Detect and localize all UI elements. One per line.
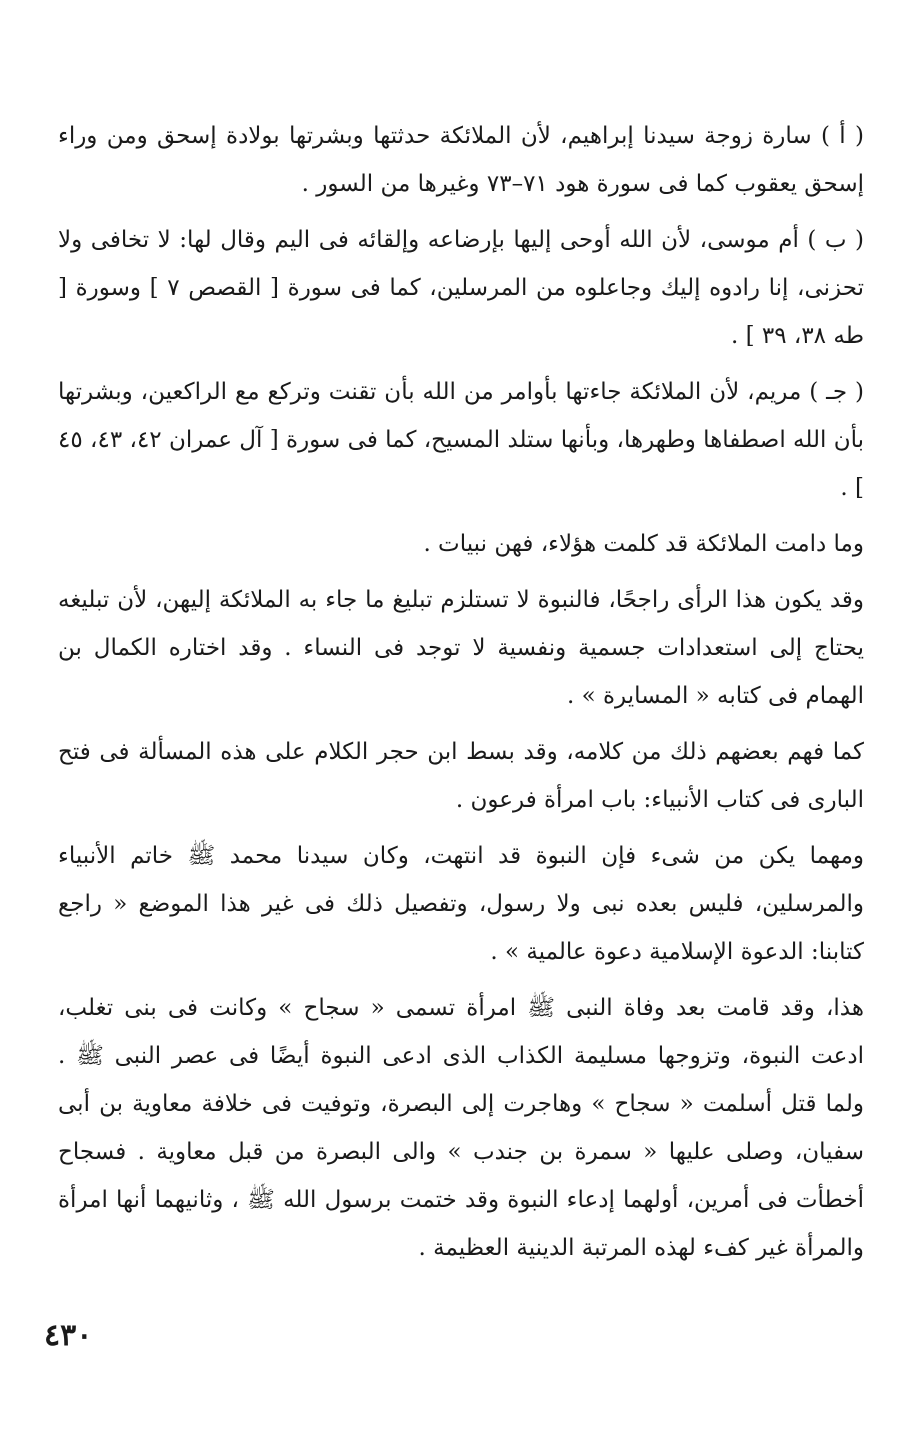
paragraph-opinion: وقد يكون هذا الرأى راجحًا، فالنبوة لا تستلزم تبليغ ما جاء به الملائكة إليهن، لأن تبليغه يحتاج إلى استعدادات جسمية ونفسية لا توجد فى النساء . وقد اختاره الكمال بن الهمام فى كتابه « المسايرة » .: [58, 587, 864, 709]
page-number: ٤٣٠: [44, 1318, 93, 1353]
paragraph-mother-of-moses: ( ب ) أم موسى، لأن الله أوحى إليها بإرضاعه وإلقائه فى اليم وقال لها: لا تخافى ولا تحزنى، إنا رادوه إليك وجاعلوه من المرسلين، كما فى سورة [ القصص ٧ ] وسورة [ طه ٣٨، ٣٩ ] .: [58, 227, 864, 349]
paragraph-ibn-hajar: كما فهم بعضهم ذلك من كلامه، وقد بسط ابن حجر الكلام على هذه المسألة فى فتح البارى فى كتاب الأنبياء: باب امرأة فرعون .: [58, 739, 864, 813]
paragraph-conclusion: وما دامت الملائكة قد كلمت هؤلاء، فهن نبيات .: [423, 531, 864, 557]
paragraph-prophethood-ended: ومهما يكن من شىء فإن النبوة قد انتهت، وكان سيدنا محمد ﷺ خاتم الأنبياء والمرسلين، فليس بعده نبى ولا رسول، وتفصيل ذلك فى غير هذا الموضع « راجع كتابنا: الدعوة الإسلامية دعوة عالمية » .: [58, 843, 864, 965]
paragraph-maryam: ( جـ ) مريم، لأن الملائكة جاءتها بأوامر من الله بأن تقنت وتركع مع الراكعين، وبشرتها بأن الله اصطفاها وطهرها، وبأنها ستلد المسيح، كما فى سورة [ آل عمران ٤٢، ٤٣، ٤٥ ] .: [58, 379, 864, 501]
body-text: [58, 112, 864, 1280]
paragraph-sajah: هذا، وقد قامت بعد وفاة النبى ﷺ امرأة تسمى « سجاح » وكانت فى بنى تغلب، ادعت النبوة، وتزوجها مسليمة الكذاب الذى ادعى النبوة أيضًا فى عصر النبى ﷺ . ولما قتل أسلمت « سجاح » وهاجرت إلى البصرة، وتوفيت فى خلافة معاوية بن أبى سفيان، وصلى عليها « سمرة بن جندب » والى البصرة من قبل معاوية . فسجاح أخطأت فى أمرين، أولهما إدعاء النبوة وقد ختمت برسول الله ﷺ ، وثانيهما أنها امرأة والمرأة غير كفء لهذه المرتبة الدينية العظيمة .: [58, 995, 864, 1261]
paragraph-sarah: ( أ ) سارة زوجة سيدنا إبراهيم، لأن الملائكة حدثتها وبشرتها بولادة إسحق ومن وراء إسحق يعقوب كما فى سورة هود ٧١–٧٣ وغيرها من السور .: [58, 123, 864, 197]
